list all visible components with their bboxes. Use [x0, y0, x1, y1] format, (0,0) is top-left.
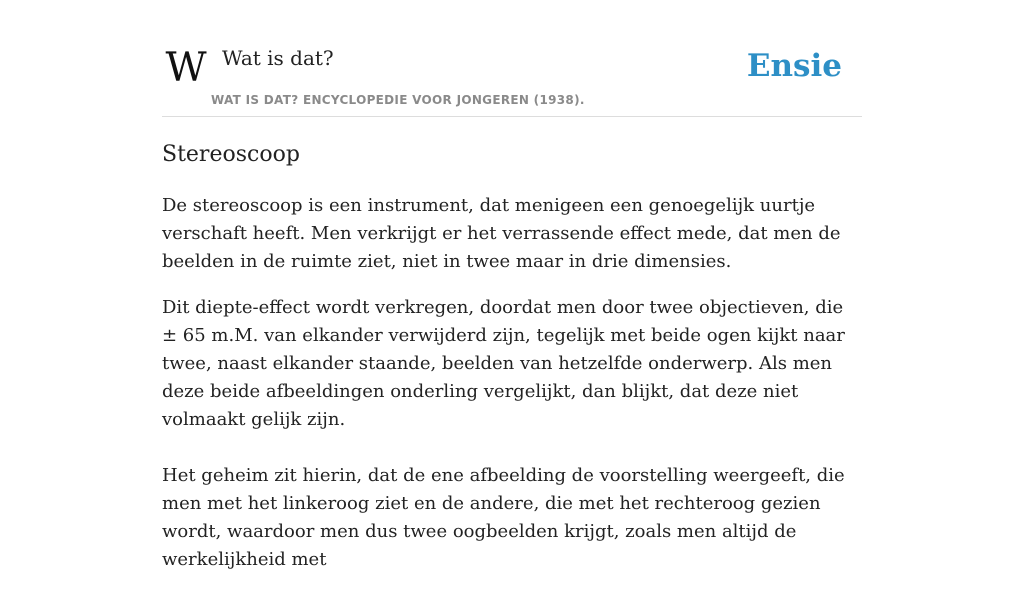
paragraph: De stereoscoop is een instrument, dat menigeen een genoegelijk uurtje verschaft heeft. Men verkrijgt er het verrassende effect mede, dat men de beelden in de ruimte ziet, niet in twee maar in drie dimensies. [162, 195, 841, 272]
source-line: WAT IS DAT? ENCYCLOPEDIE VOOR JONGEREN (1938). [211, 93, 585, 107]
wikipedia-w-icon[interactable] [164, 45, 208, 91]
article [162, 138, 862, 592]
brand-logo[interactable]: Ensie [746, 48, 842, 84]
article-title: Stereoscoop [162, 142, 300, 167]
paragraph: Dit diepte-effect wordt verkregen, doordat men door twee objectieven, die ± 65 m.M. van elkander verwijderd zijn, tegelijk met beide ogen kijkt naar twee, naast elkander staande, beelden van hetzelfde onderwerp. Als men deze beide afbeeldingen onderling vergelijkt, dan blijkt, dat deze niet volmaakt gelijk zijn. [162, 297, 845, 430]
book-title[interactable]: Wat is dat? [222, 46, 334, 70]
header [162, 38, 862, 117]
svg-text:W: W [165, 45, 207, 91]
paragraph: Het geheim zit hierin, dat de ene afbeelding de voorstelling weergeeft, die men met het linkeroog ziet en de andere, die met het rechteroog gezien wordt, waardoor men dus twee oogbeelden krijgt, zoals men altijd de werkelijkheid met [162, 465, 845, 570]
